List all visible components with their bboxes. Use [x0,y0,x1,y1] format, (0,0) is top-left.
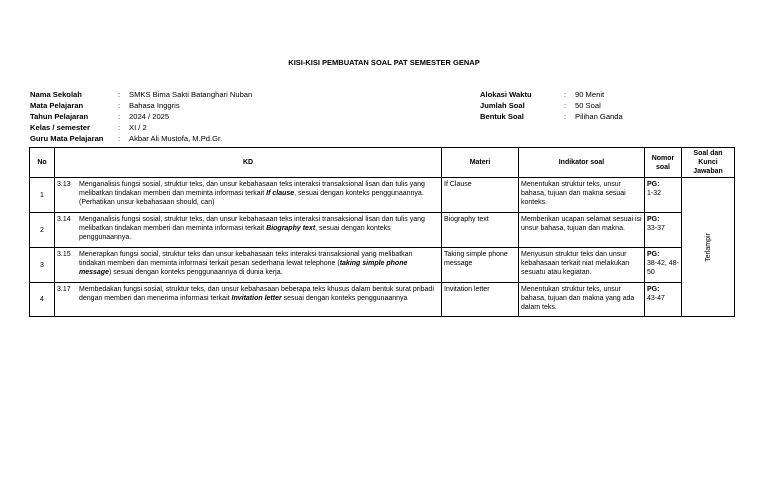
cell-no: 1 [30,178,55,213]
meta-label: Bentuk Soal [480,112,524,121]
kd-number: 3.15 [57,251,71,258]
cell-indikator: Menentukan struktur teks, unsur bahasa, tujuan dan makna yang ada dalam teks. [519,283,645,317]
meta-colon: : [118,123,121,132]
meta-row [30,133,252,144]
cell-indikator: Memberikan ucapan selamat sesuai isi unsur bahasa, tujuan dan makna. [519,213,645,248]
cell-indikator: Menyusun struktur teks dan unsur kebahasaan terkait niat melakukan sesuatu atau kegiatan. [519,248,645,283]
table-row [30,283,735,317]
document-title: KISI-KISI PEMBUATAN SOAL PAT SEMESTER GENAP [288,58,480,67]
meta-row [30,122,252,133]
cell-materi: Taking simple phone message [442,248,519,283]
kd-emphasis: Biography text [266,225,316,232]
pg-value: 1-32 [647,190,662,197]
meta-label: Kelas / semester [30,123,90,132]
header-no: No [30,148,55,178]
pg-value: 43-47 [647,295,665,302]
meta-colon: : [118,134,121,143]
pg-label: PG: [647,251,660,258]
cell-kd [55,178,442,213]
kd-text [79,180,439,207]
kd-number: 3.13 [57,181,71,188]
meta-value: 50 Soal [575,101,601,110]
header-indikator: Indikator soal [519,148,645,178]
meta-value: 90 Menit [575,90,605,99]
cell-soal-kunci [682,178,735,317]
kd-text [79,250,439,277]
meta-label: Nama Sekolah [30,90,82,99]
cell-materi: Biography text [442,213,519,248]
kd-text-part: Membedakan fungsi sosial, struktur teks, dan unsur kebahasaan beberapa teks khusus dalam bentuk surat pribadi dengan memberi dan menerima informasi terkait [79,286,434,302]
cell-no: 3 [30,248,55,283]
meta-colon: : [118,101,121,110]
table-header-row [30,148,735,178]
meta-row [30,111,252,122]
meta-colon: : [564,90,567,99]
pg-label: PG: [647,286,660,293]
meta-label: Alokasi Waktu [480,90,532,99]
meta-right-block [480,89,623,122]
meta-row [480,111,623,122]
kd-emphasis: If clause [266,190,295,197]
meta-value: 2024 / 2025 [129,112,170,121]
cell-indikator: Menentukan struktur teks, unsur bahasa, tujuan dan makna sesuai konteks. [519,178,645,213]
kd-text-part: Menerapkan fungsi social, struktur teks dan unsur kebahasaan teks interaksi transaksional yang melibatkan tindakan memberi dan meminta informasi terkait pesan sederhana lewat telephone ( [79,251,413,267]
kd-text-part: Menganalisis fungsi sosial, struktur teks, dan unsur kebahasaan teks interaksi transaksional lisan dan tulis yang melibatkan tindakan memberi dan meminta informasi terkait [79,216,425,232]
kd-emphasis: taking simple phone message [79,260,408,276]
cell-no: 4 [30,283,55,317]
meta-label: Tahun Pelajaran [30,112,89,121]
meta-value: SMKS Bima Sakti Batanghari Nuban [129,90,253,99]
meta-value: XI / 2 [129,123,147,132]
header-soal-kunci: Soal dan Kunci Jawaban [682,148,735,178]
kd-text-part: Menganalisis fungsi sosial, struktur teks, dan unsur kebahasaan teks interaksi transaksional lisan dan tulis yang melibatkan tindakan memberi dan meminta informasi terkait [79,181,425,197]
cell-nomor-soal [645,248,682,283]
cell-nomor-soal [645,178,682,213]
pg-value: 33-37 [647,225,665,232]
cell-kd [55,213,442,248]
meta-row [480,89,623,100]
kd-number: 3.17 [57,286,71,293]
header-kd: KD [55,148,442,178]
table-row [30,213,735,248]
kd-text [79,285,439,303]
cell-nomor-soal [645,213,682,248]
pg-label: PG: [647,216,660,223]
meta-left-block [30,89,252,144]
kd-text-part: , sesuai dengan konteks penggunaannya. [79,225,391,241]
kd-number: 3.14 [57,216,71,223]
cell-materi: Invitation letter [442,283,519,317]
meta-row [30,89,252,100]
meta-row [480,100,623,111]
cell-materi: If Clause [442,178,519,213]
header-nomor-soal: Nomor soal [645,148,682,178]
table-row [30,178,735,213]
meta-colon: : [118,90,121,99]
kd-emphasis: Invitation letter [231,295,282,302]
kd-text-part: ) sesuai dengan konteks penggunaannya di dunia kerja. [108,269,283,276]
header-materi: Materi [442,148,519,178]
meta-colon: : [564,112,567,121]
cell-kd [55,248,442,283]
cell-no: 2 [30,213,55,248]
soal-value: Terlampir [704,232,712,262]
meta-colon: : [118,112,121,121]
kisi-table [29,147,735,317]
cell-nomor-soal [645,283,682,317]
kd-text-part: , sesuai dengan konteks penggunaannya. (Perhatikan unsur kebahasaan should, can) [79,190,424,206]
meta-value: Pilihan Ganda [575,112,623,121]
meta-value: Bahasa Inggris [129,101,180,110]
meta-label: Guru Mata Pelajaran [30,134,104,143]
cell-kd [55,283,442,317]
kd-text-part: sesuai dengan konteks penggunaannya [281,295,408,302]
meta-value: Akbar Ali Mustofa, M.Pd.Gr. [129,134,223,143]
kd-text [79,215,439,242]
meta-label: Mata Pelajaran [30,101,84,110]
meta-colon: : [564,101,567,110]
meta-label: Jumlah Soal [480,101,525,110]
pg-value: 38-42, 48-50 [647,260,679,276]
meta-row [30,100,252,111]
pg-label: PG: [647,181,660,188]
table-row [30,248,735,283]
